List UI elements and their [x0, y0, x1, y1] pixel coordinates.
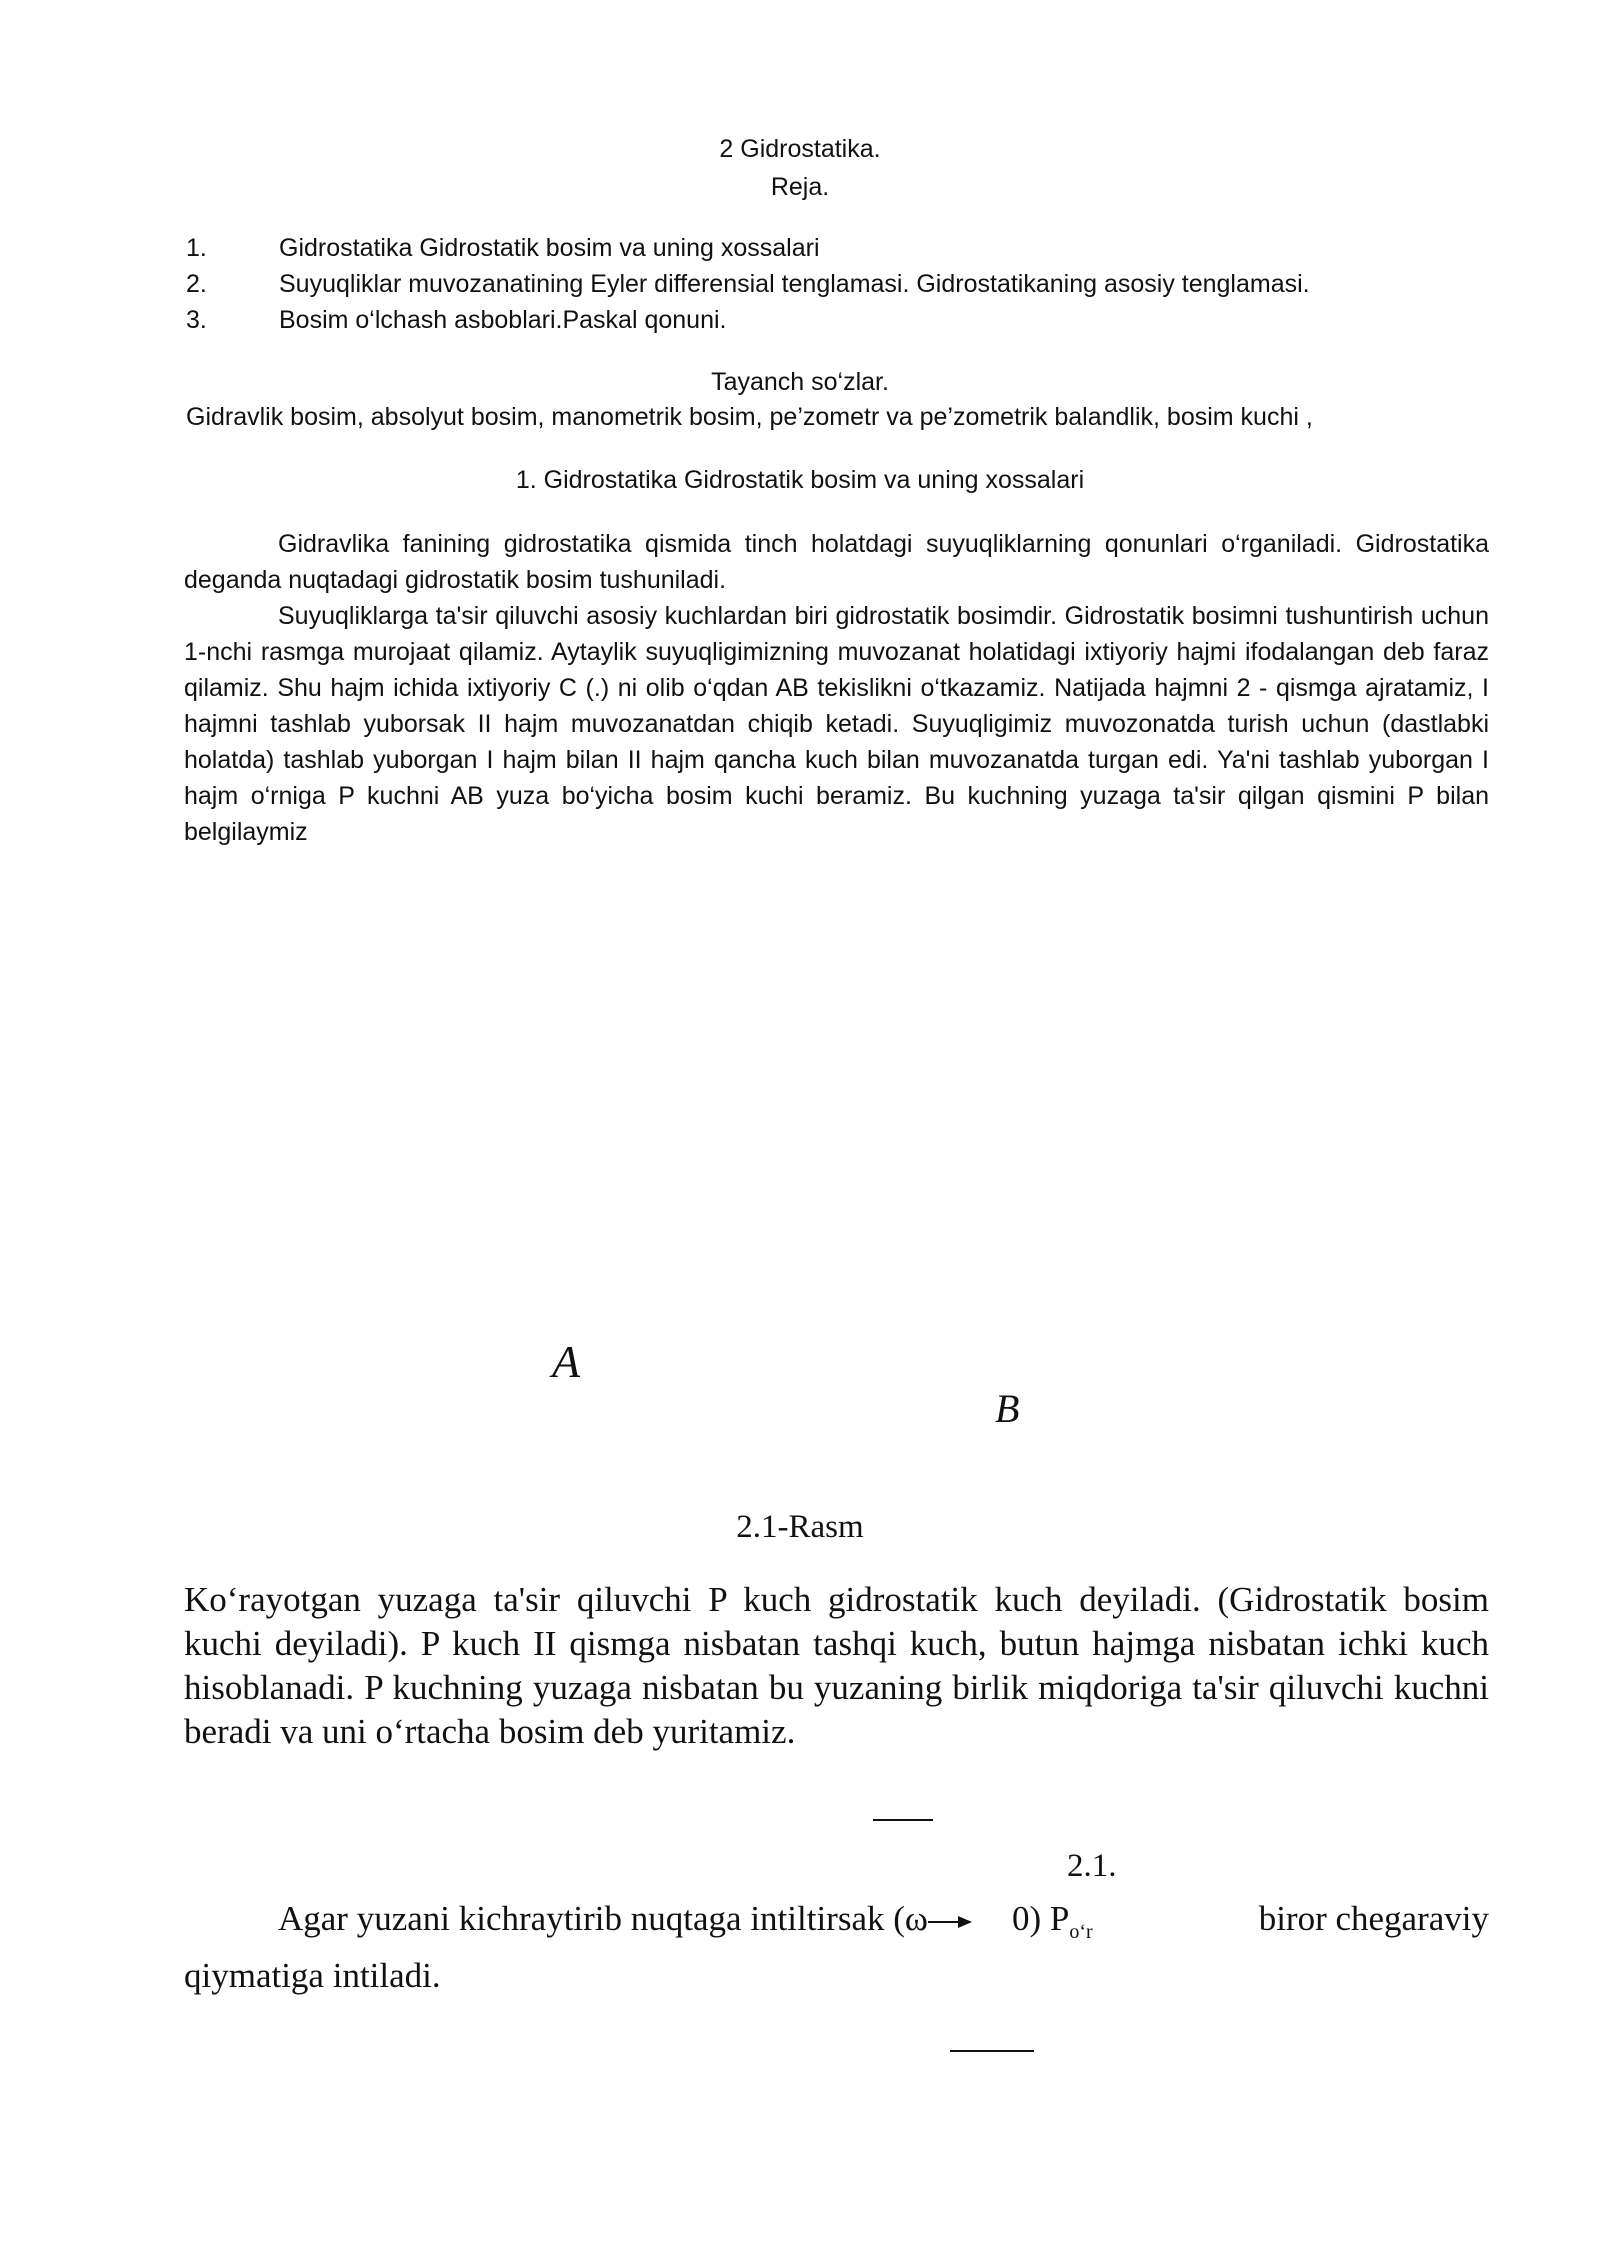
section-heading: 1. Gidrostatika Gidrostatik bosim va uning xossalari — [515, 466, 1085, 494]
plan-item-number: 3. — [186, 306, 207, 334]
limit-text-after-arrow: 0) P — [1011, 1899, 1070, 1938]
plan-item-text: Gidrostatika Gidrostatik bosim va uning xossalari — [279, 234, 820, 262]
figure-label-b: B — [995, 1386, 1020, 1431]
plan-list — [186, 230, 1486, 338]
paragraph-serif: Ko‘rayotgan yuzaga ta'sir qiluvchi P kuch gidrostatik kuch deyiladi. (Gidrostatik bosim kuchi deyiladi). P kuch II qismga nisbatan tashqi kuch, butun hajmga nisbatan ichki kuch hisoblanadi. P kuchning yuzaga nisbatan bu yuzaning birlik miqdoriga ta'sir qiluvchi kuchni beradi va uni o‘rtacha bosim deb yuritamiz. — [184, 1580, 1489, 1751]
plan-item-number: 2. — [186, 270, 207, 298]
figure-label-a: A — [552, 1336, 581, 1387]
limit-paragraph — [184, 1897, 1489, 1998]
plan-item — [186, 266, 1486, 302]
plan-item — [186, 230, 1486, 266]
limit-text-end: biror chegaraviy — [1258, 1899, 1489, 1938]
limit-line-2: qiymatiga intiladi. — [184, 1956, 441, 1995]
paragraph: Gidravlika fanining gidrostatika qismida tinch holatdagi suyuqliklarning qonunlari o‘rganiladi. Gidrostatika deganda nuqtadagi gidrostatik bosim tushuniladi. — [184, 530, 1489, 594]
plan-item-text: Bosim o‘lchash asboblari.Paskal qonuni. — [279, 306, 727, 334]
plan-heading: Reja. — [770, 173, 830, 201]
figure-caption: 2.1-Rasm — [736, 1509, 864, 1545]
limit-text-before-arrow: Agar yuzani kichraytirib nuqtaga intiltirsak (ω — [278, 1899, 928, 1938]
body-text — [184, 526, 1489, 850]
keywords-text: Gidravlik bosim, absolyut bosim, manometrik bosim, pe’zometr va pe’zometrik balandlik, bosim kuchi , — [186, 403, 1313, 431]
limit-line — [184, 1897, 1489, 1954]
keywords-heading: Tayanch so‘zlar. — [711, 368, 889, 396]
equation-number: 2.1. — [1067, 1848, 1117, 1884]
plan-item-text: Suyuqliklar muvozanatining Eyler differensial tenglamasi. Gidrostatikaning asosiy tenglamasi. — [279, 270, 1310, 298]
document-title: 2 Gidrostatika. — [719, 135, 881, 163]
limit-text-start — [184, 1897, 1093, 1954]
subscript: o‘r — [1069, 1921, 1093, 1943]
fraction-bar — [873, 1819, 933, 1821]
plan-item — [186, 302, 1486, 338]
paragraph: Suyuqliklarga ta'sir qiluvchi asosiy kuchlardan biri gidrostatik bosimdir. Gidrostatik bosimni tushuntirish uchun 1-nchi rasmga murojaat qilamiz. Aytaylik suyuqligimizning muvozanat holatidagi ixtiyoriy hajmi ifodalangan deb faraz qilamiz. Shu hajm ichida ixtiyoriy C (.) ni olib o‘qdan AB tekislikni o‘tkazamiz. Natijada hajmni 2 - qismga ajratamiz, I hajmni tashlab yuborsak II hajm muvozanatdan chiqib ketadi. Suyuqligimiz muvozonatda turish uchun (dastlabki holatda) tashlab yuborgan I hajm bilan II hajm qancha kuch bilan muvozanatda turgan edi. Ya'ni tashlab yuborgan I hajm o‘rniga P kuchni AB yuza bo‘yicha bosim kuchi beramiz. Bu kuchning yuzaga ta'sir qilgan qismini P bilan belgilaymiz — [184, 602, 1489, 846]
fraction-bar — [950, 2050, 1034, 2052]
plan-item-number: 1. — [186, 234, 207, 262]
right-arrow-icon — [928, 1913, 972, 1931]
